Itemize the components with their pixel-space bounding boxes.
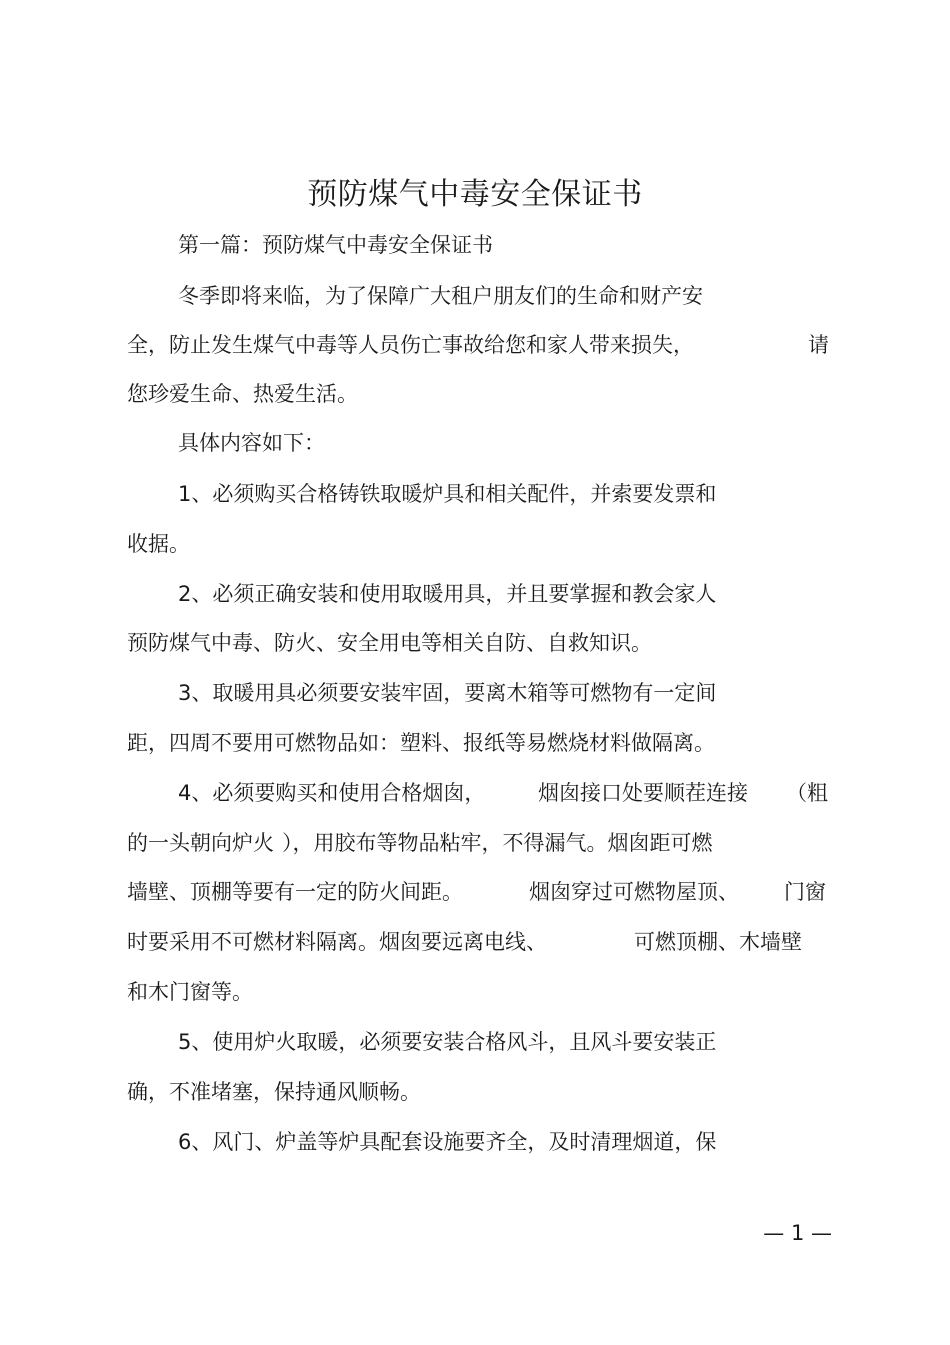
paragraph-line: 您珍爱生命、热爱生活。: [127, 382, 358, 406]
list-item-line: 1、必须购买合格铸铁取暖炉具和相关配件，并索要发票和: [178, 482, 717, 506]
list-item-line: 预防煤气中毒、防火、安全用电等相关自防、自救知识。: [127, 631, 652, 655]
page-number: — 1 —: [763, 1221, 832, 1245]
list-item-line: ），用胶布等物品粘牢，不得漏气。烟囱距可燃: [282, 831, 713, 855]
list-item-line: 4、必须要购买和使用合格烟囱，: [178, 781, 486, 805]
list-item-line: 确，不准堵塞，保持通风顺畅。: [127, 1080, 421, 1104]
list-item-line: 时要采用不可燃材料隔离。烟囱要远离电线、: [127, 930, 547, 954]
list-item-line: 6、风门、炉盖等炉具配套设施要齐全，及时清理烟道，保: [178, 1130, 717, 1154]
list-item-line: 距，四周不要用可燃物品如：塑料、报纸等易燃烧材料做隔离。: [127, 731, 715, 755]
paragraph-line: 冬季即将来临，为了保障广大租户朋友们的生命和财产安: [178, 284, 703, 308]
list-item-line: 烟囱接口处要顺茬连接: [538, 781, 748, 805]
list-item-line: 可燃顶棚、木墙壁: [634, 930, 802, 954]
list-item-line: 烟囱穿过可燃物屋顶、: [529, 880, 739, 904]
paragraph-line: 请: [808, 333, 829, 357]
list-item-line: 5、使用炉火取暖，必须要安装合格风斗，且风斗要安装正: [178, 1030, 717, 1054]
list-item-line: 墙壁、顶棚等要有一定的防火间距。: [127, 880, 463, 904]
paragraph-line: 全，防止发生煤气中毒等人员伤亡事故给您和家人带来损失，: [127, 333, 694, 357]
list-item-line: 的一头朝向炉火: [127, 831, 274, 855]
list-item-line: 3、取暖用具必须要安装牢固，要离木箱等可燃物有一定间: [178, 681, 717, 705]
list-item-line: 收据。: [127, 532, 190, 556]
section-heading: 第一篇：预防煤气中毒安全保证书: [178, 233, 493, 257]
list-item-line: 2、必须正确安装和使用取暖用具，并且要掌握和教会家人: [178, 582, 717, 606]
paragraph-line: 具体内容如下：: [178, 431, 325, 455]
list-item-line: 和木门窗等。: [127, 980, 253, 1004]
document-title: 预防煤气中毒安全保证书: [307, 177, 643, 212]
list-item-line: 门窗: [784, 880, 826, 904]
list-item-line: （粗: [786, 781, 828, 805]
